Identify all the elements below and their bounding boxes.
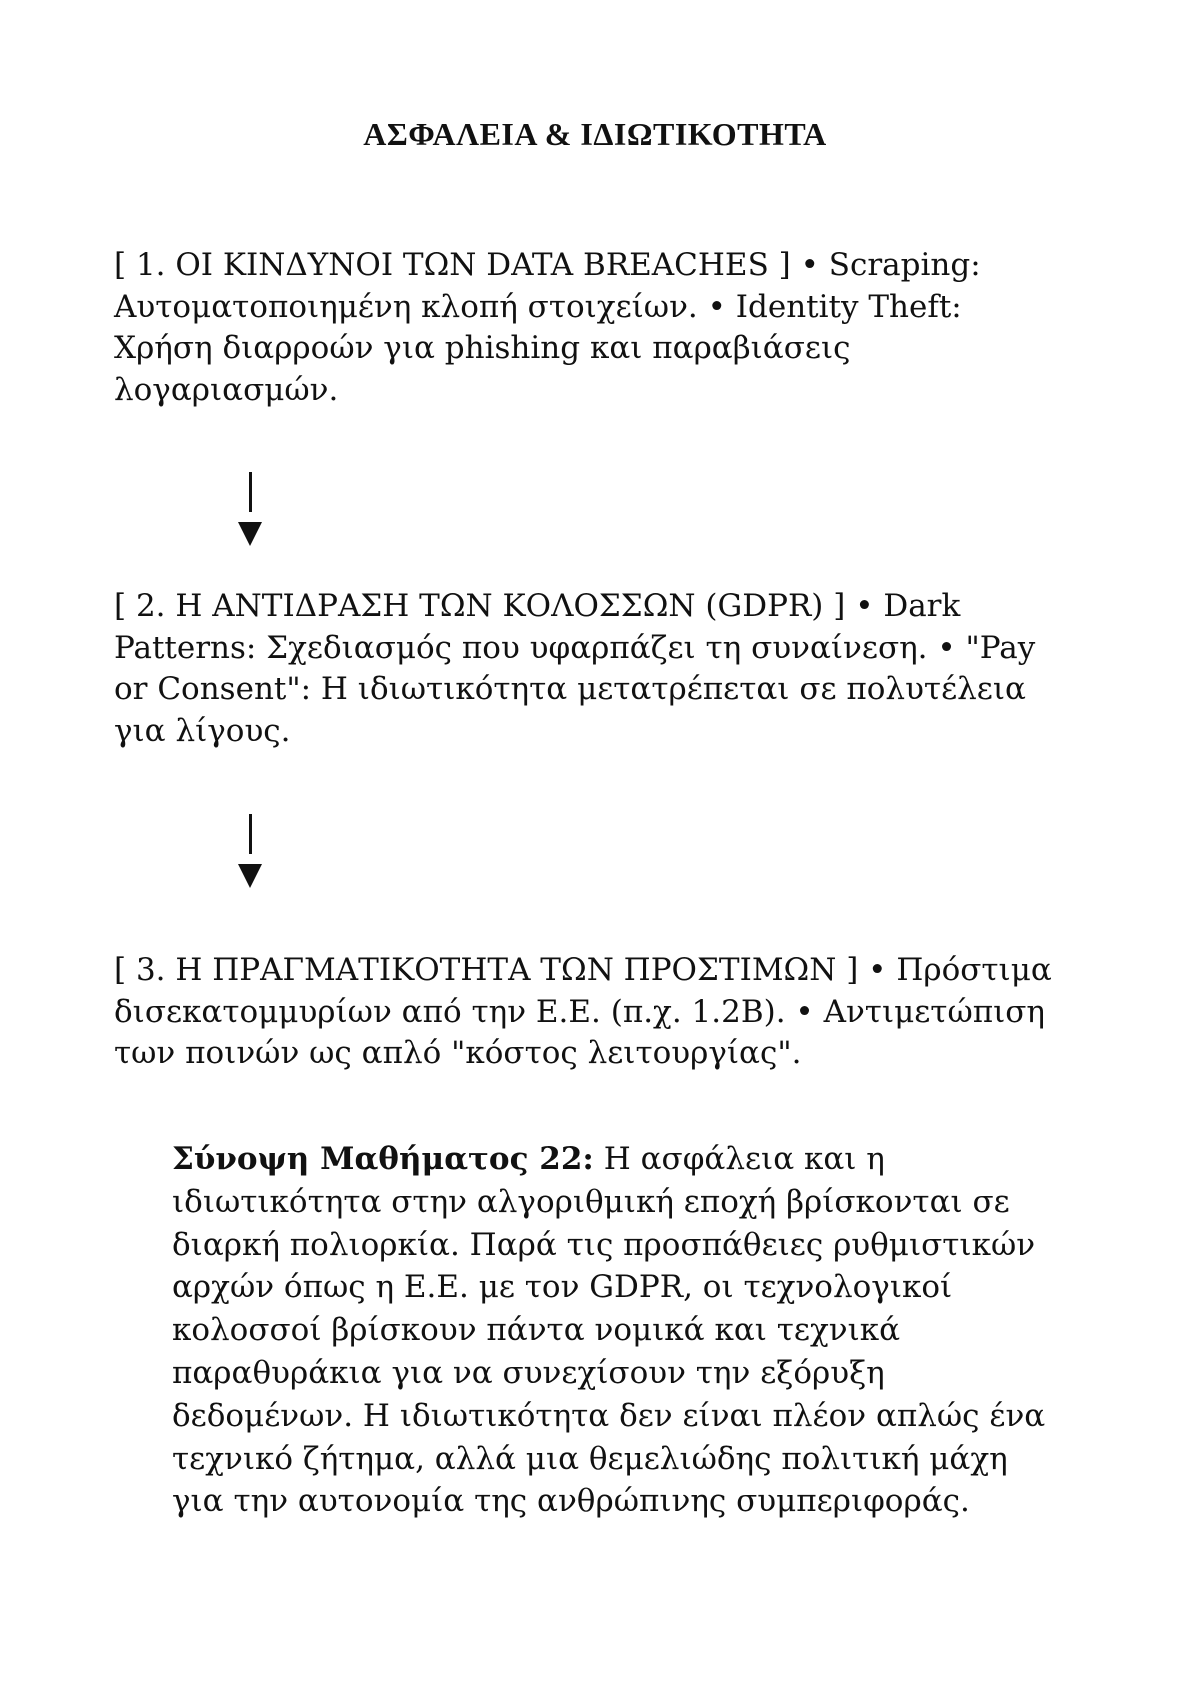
section-gdpr-reaction: [ 2. Η ΑΝΤΙΔΡΑΣΗ ΤΩΝ ΚΟΛΟΣΣΩΝ (GDPR) ] • Dark Patterns: Σχεδιασμός που υφαρπάζει τη συναίνεση. • "Pay or Consent": Η ιδιωτικότητα μετατρέπεται σε πολυτέλεια για λίγους.: [114, 588, 1036, 749]
summary-text: Η ασφάλεια και η ιδιωτικότητα στην αλγοριθμική εποχή βρίσκονται σε διαρκή πολιορκία. Παρά τις προσπάθειες ρυθμιστικών αρχών όπως η Ε.Ε. με τον GDPR, οι τεχνολογικοί κολοσσοί βρίσκουν πάντα νομικά και τεχνικά παραθυράκια για να συνεχίσουν την εξόρυξη δεδομένων. Η ιδιωτικότητα δεν είναι πλέον απλώς ένα τεχνικό ζήτημα, αλλά μια θεμελιώδης πολιτική μάχη για την αυτονομία της ανθρώπινης συμπεριφοράς.: [172, 1141, 1046, 1520]
arrow-shaft: [249, 472, 252, 512]
section-data-breaches: [ 1. ΟΙ ΚΙΝΔΥΝΟΙ ΤΩΝ DATA BREACHES ] • Scraping: Αυτοματοποιημένη κλοπή στοιχείων. • Identity Theft: Χρήση διαρροών για phishing και παραβιάσεις λογαριασμών.: [114, 247, 981, 408]
section-fines-reality: [ 3. Η ΠΡΑΓΜΑΤΙΚΟΤΗΤΑ ΤΩΝ ΠΡΟΣΤΙΜΩΝ ] • Πρόστιμα δισεκατομμυρίων από την Ε.Ε. (π.χ. 1.2B). • Αντιμετώπιση των ποινών ως απλό "κόστος λειτουργίας".: [114, 952, 1052, 1071]
lesson-summary: [172, 1138, 1052, 1523]
arrow-shaft: [249, 814, 252, 854]
summary-lead: Σύνοψη Μαθήματος 22:: [172, 1141, 594, 1177]
arrow-head: [238, 864, 262, 888]
arrow-head: [238, 522, 262, 546]
page-title: ΑΣΦΑΛΕΙΑ & ΙΔΙΩΤΙΚΟΤΗΤΑ: [363, 116, 827, 152]
